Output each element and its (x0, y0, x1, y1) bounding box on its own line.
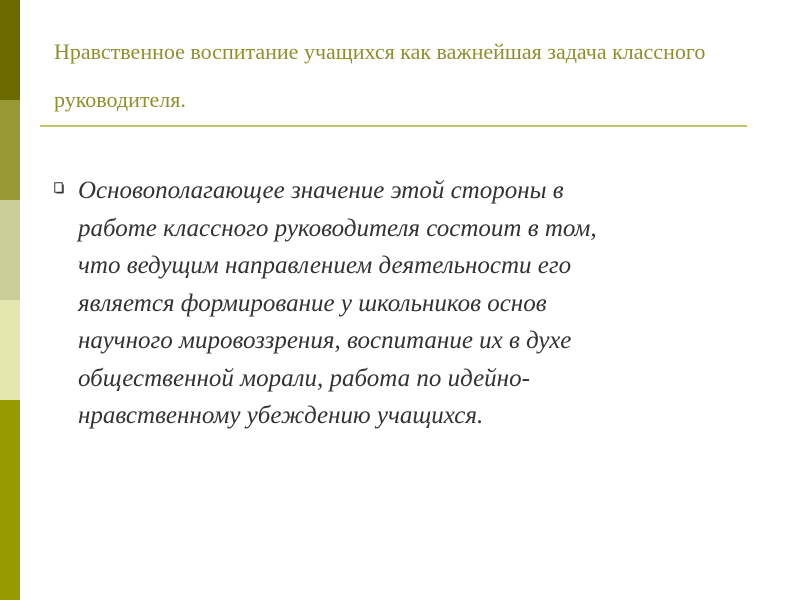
decorative-sidebar (0, 0, 20, 600)
slide-title: Нравственное воспитание учащихся как важнейшая задача классного руководителя. (54, 39, 706, 112)
slide-body (54, 172, 744, 435)
sidebar-segment (0, 400, 20, 600)
bullet-item (54, 172, 744, 435)
sidebar-segment (0, 200, 20, 300)
bullet-text: Основополагающее значение этой стороны в работе классного руководителя состоит в том, что ведущим направлением деятельности его является формирование у школьников основ научного мировоззрения, воспитание их в духе общественной морали, работа по идейно- нравственному убеждению учащихся. (78, 177, 597, 429)
hollow-square-bullet-icon (54, 182, 64, 194)
title-underline (40, 125, 747, 127)
sidebar-segment (0, 0, 20, 100)
sidebar-segment (0, 300, 20, 400)
sidebar-segment (0, 100, 20, 200)
